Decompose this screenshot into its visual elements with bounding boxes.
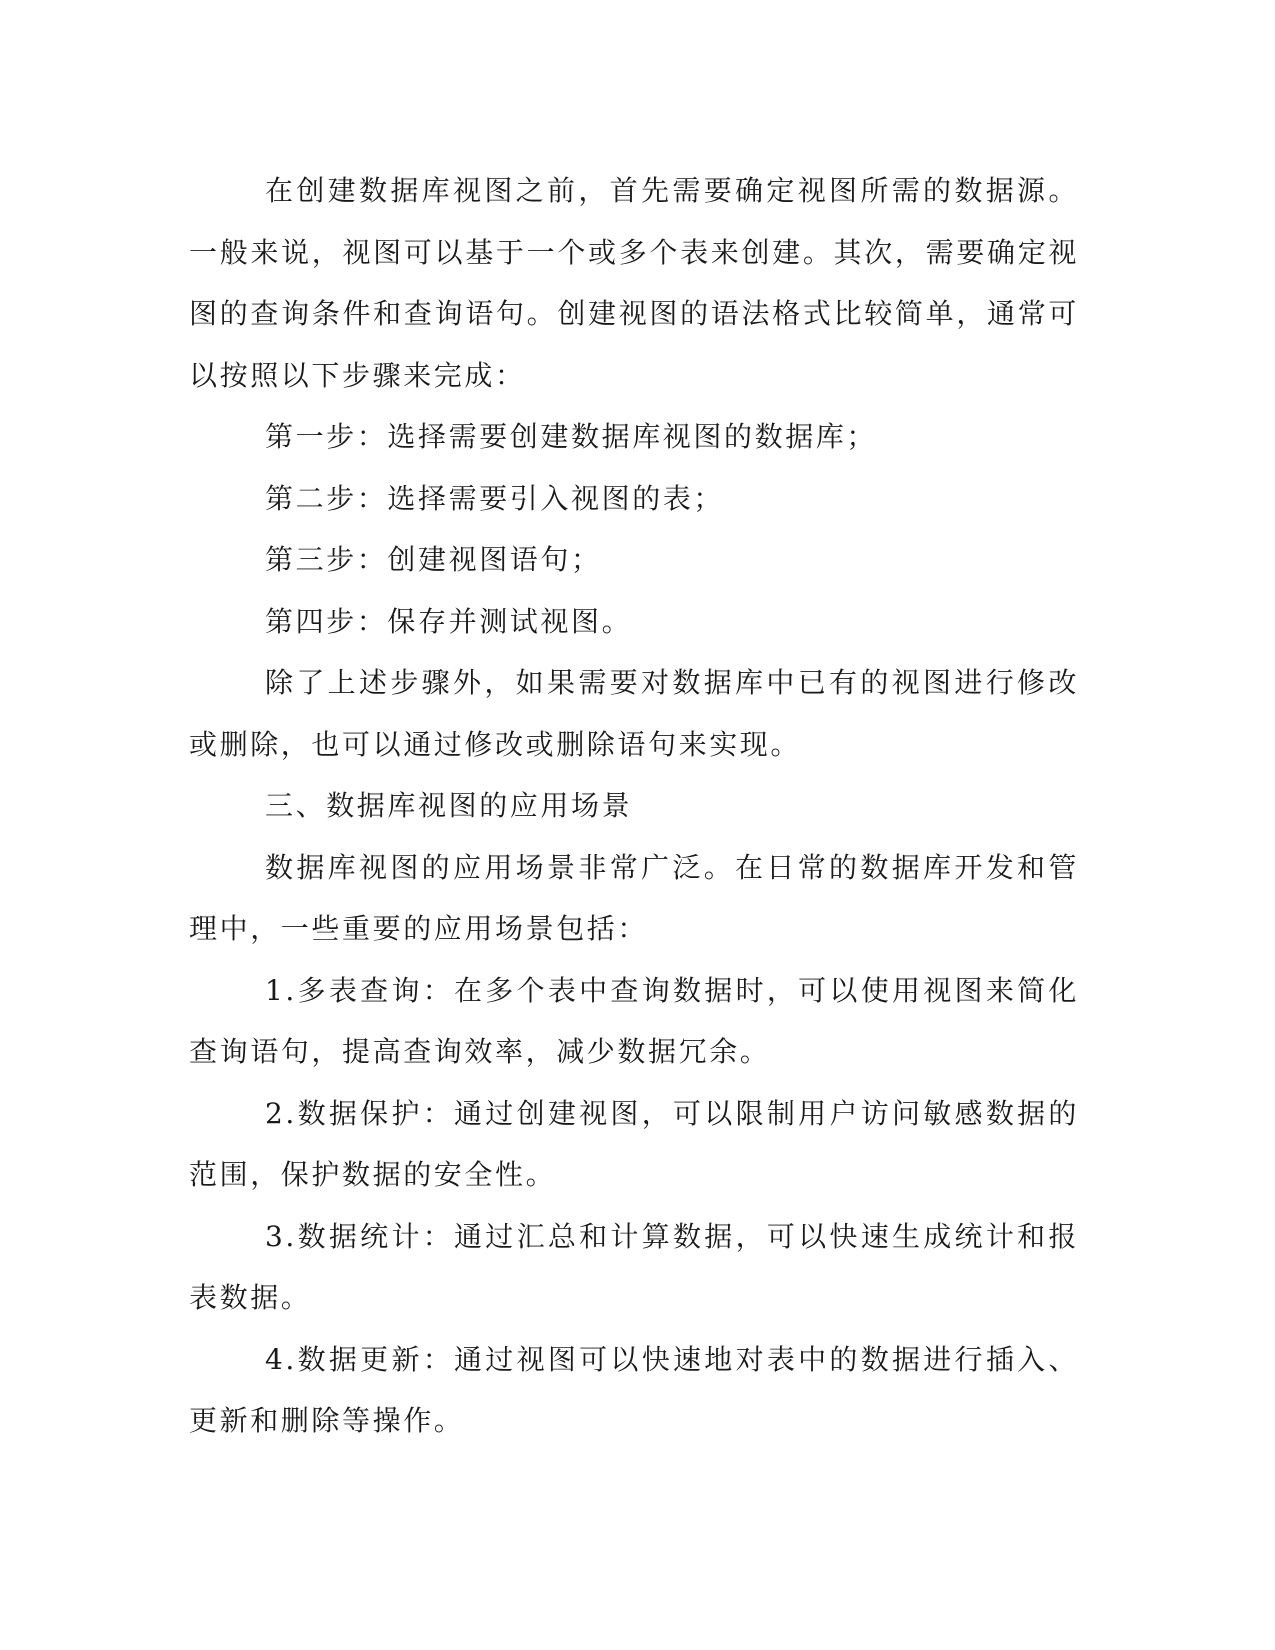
paragraph-step-4: 第四步：保存并测试视图。 (265, 604, 633, 638)
list-item-3: 3.数据统计：通过汇总和计算数据，可以快速生成统计和报表数据。 (189, 1219, 1079, 1314)
list-item-4: 4.数据更新：通过视图可以快速地对表中的数据进行插入、更新和删除等操作。 (189, 1342, 1079, 1437)
section-heading-3: 三、数据库视图的应用场景 (265, 789, 633, 822)
paragraph-step-1: 第一步：选择需要创建数据库视图的数据库； (265, 420, 878, 453)
paragraph-scenarios-intro: 数据库视图的应用场景非常广泛。在日常的数据库开发和管理中，一些重要的应用场景包括： (189, 850, 1079, 945)
document-body (189, 160, 1079, 1452)
paragraph-step-3: 第三步：创建视图语句； (265, 543, 602, 576)
paragraph-intro: 在创建数据库视图之前，首先需要确定视图所需的数据源。一般来说，视图可以基于一个或多个表来创建。其次，需要确定视图的查询条件和查询语句。创建视图的语法格式比较简单，通常可以按照以下步骤来完成： (189, 174, 1079, 392)
list-item-1: 1.多表查询：在多个表中查询数据时，可以使用视图来简化查询语句，提高查询效率，减少数据冗余。 (189, 973, 1079, 1068)
paragraph-step-2: 第二步：选择需要引入视图的表； (265, 481, 725, 515)
list-item-2: 2.数据保护：通过创建视图，可以限制用户访问敏感数据的范围，保护数据的安全性。 (189, 1096, 1079, 1191)
paragraph-modify-delete: 除了上述步骤外，如果需要对数据库中已有的视图进行修改或删除，也可以通过修改或删除语句来实现。 (189, 666, 1079, 761)
